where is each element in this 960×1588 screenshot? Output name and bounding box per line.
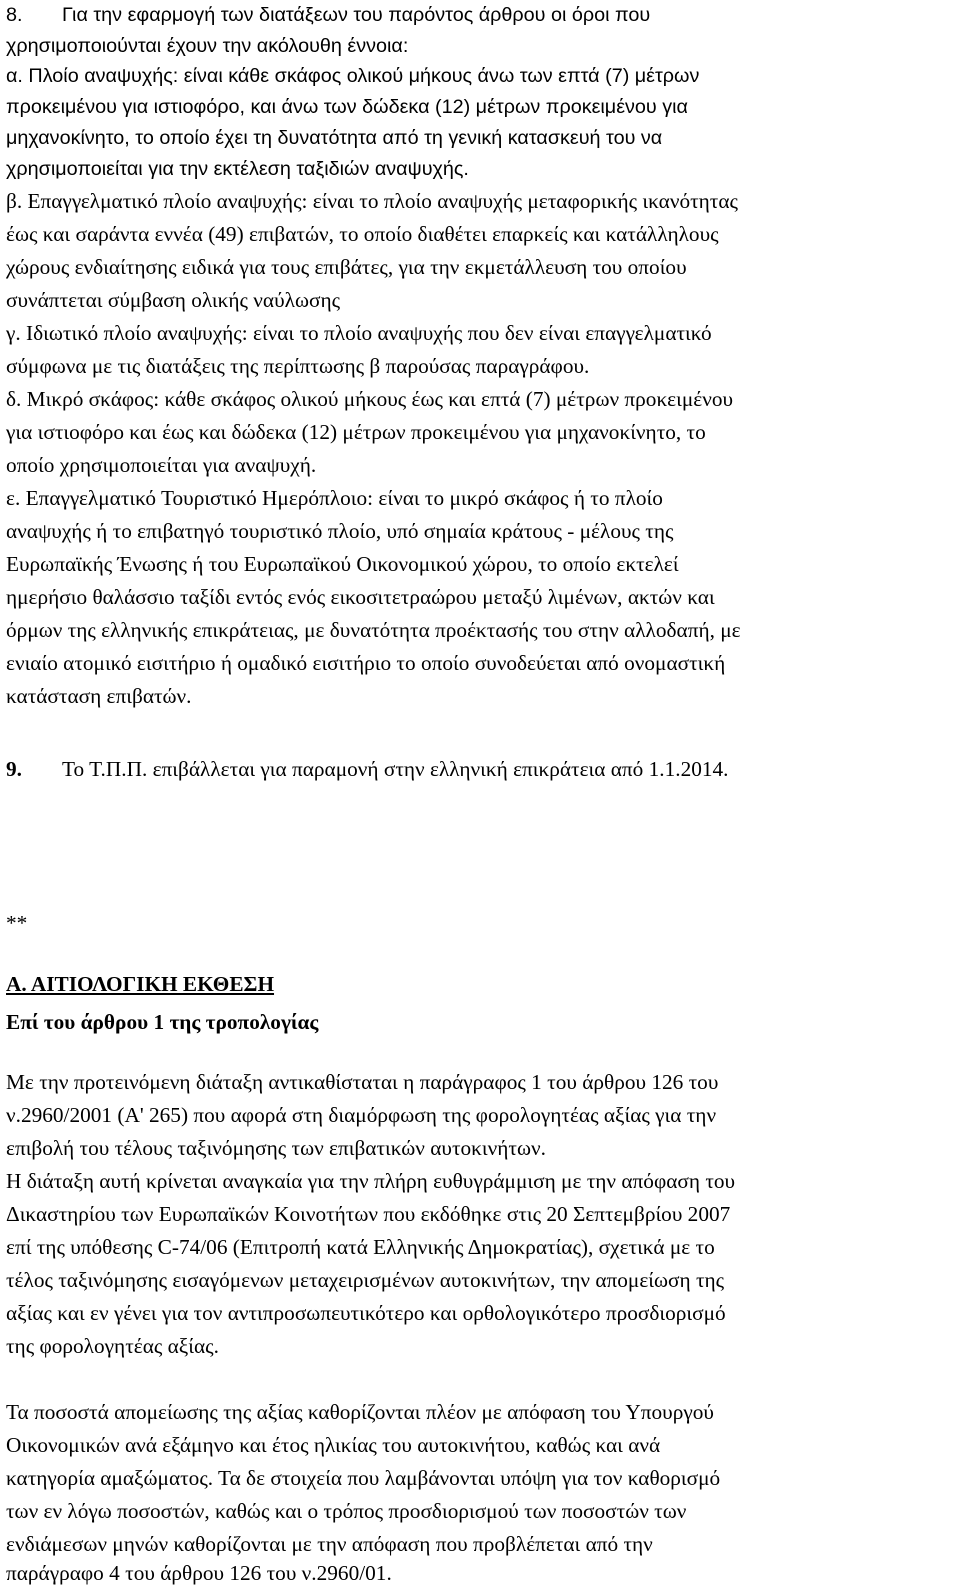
section9-number: 9. [6,757,22,781]
definition-d-line-3: οποίο χρησιμοποιείται για αναψυχή. [6,453,317,477]
paragraph2-line-4: των εν λόγω ποσοστών, καθώς και ο τρόπος προσδιορισμού των ποσοστών των [6,1499,687,1523]
definition-b-line-2: έως και σαράντα εννέα (49) επιβατών, το οποίο διαθέτει επαρκείς και κατάλληλους [6,222,719,246]
paragraph1-line-2: ν.2960/2001 (Α' 265) που αφορά στη διαμόρφωση της φορολογητέας αξίας για την [6,1103,717,1127]
section8-line-1: 8. Για την εφαρμογή των διατάξεων του παρόντος άρθρου οι όροι που [6,4,651,26]
definition-b-line-3: χώρους ενδιαίτησης ειδικά για τους επιβάτες, για την εκμετάλλευση του οποίου [6,255,687,279]
paragraph2-line-6: παράγραφο 4 του άρθρου 126 του ν.2960/01. [6,1561,392,1585]
section8-number: 8. [6,4,23,26]
report-subheading: Επί του άρθρου 1 της τροπολογίας [6,1010,319,1034]
definition-e-line-2: αναψυχής ή το επιβατηγό τουριστικό πλοίο, υπό σημαία κράτους - μέλους της [6,519,674,543]
definition-e-line-5: όρμων της ελληνικής επικράτειας, με δυνατότητα προέκτασής του στην αλλοδαπή, με [6,618,741,642]
definition-a-line-3: μηχανοκίνητο, το οποίο έχει τη δυνατότητα από τη γενική κατασκευή του να [6,127,663,149]
definition-e-line-7: κατάσταση επιβατών. [6,684,192,708]
section9-line [6,756,729,782]
paragraph1-line-8: αξίας και εν γένει για τον αντιπροσωπευτικότερο και ορθολογικότερο προσδιορισμό [6,1301,726,1325]
paragraph2-line-3: κατηγορία αμαξώματος. Τα δε στοιχεία που λαμβάνονται υπόψη για τον καθορισμό [6,1466,721,1490]
paragraph1-line-4: Η διάταξη αυτή κρίνεται αναγκαία για την πλήρη ευθυγράμμιση με την απόφαση του [6,1169,736,1193]
paragraph1-line-6: επί της υπόθεσης C-74/06 (Επιτροπή κατά Ελληνικής Δημοκρατίας), σχετικά με το [6,1235,715,1259]
paragraph1-line-7: τέλος ταξινόμησης εισαγόμενων μεταχειρισμένων αυτοκινήτων, την απομείωση της [6,1268,725,1292]
definition-e-line-6: ενιαίο ατομικό εισιτήριο ή ομαδικό εισιτήριο το οποίο συνοδεύεται από ονομαστική [6,651,726,675]
definition-c-line-2: σύμφωνα με τις διατάξεις της περίπτωσης β παρούσας παραγράφου. [6,354,590,378]
definition-e: ε. Επαγγελματικό Τουριστικό Ημερόπλοιο: είναι το μικρό σκάφος ή το πλοίο [6,486,663,510]
report-heading: Α. ΑΙΤΙΟΛΟΓΙΚΗ ΕΚΘΕΣΗ [6,972,275,996]
section8-line-2: χρησιμοποιούνται έχουν την ακόλουθη έννοια: [6,35,409,57]
definition-a-line-2: προκειμένου για ιστιοφόρο, και άνω των δώδεκα (12) μέτρων προκειμένου για [6,96,688,118]
definition-a-line-4: χρησιμοποιείται για την εκτέλεση ταξιδιών αναψυχής. [6,158,469,180]
paragraph1-line-5: Δικαστηρίου των Ευρωπαϊκών Κοινοτήτων που εκδόθηκε στις 20 Σεπτεμβρίου 2007 [6,1202,731,1226]
separator: ** [6,911,28,935]
definition-d: δ. Μικρό σκάφος: κάθε σκάφος ολικού μήκους έως και επτά (7) μέτρων προκειμένου [6,387,734,411]
paragraph1-line-3: επιβολή του τέλους ταξινόμησης των επιβατικών αυτοκινήτων. [6,1136,546,1160]
paragraph1-line-1: Με την προτεινόμενη διάταξη αντικαθίσταται η παράγραφος 1 του άρθρου 126 του [6,1070,719,1094]
paragraph2-line-1: Τα ποσοστά απομείωσης της αξίας καθορίζονται πλέον με απόφαση του Υπουργού [6,1400,714,1424]
definition-e-line-4: ημερήσιο θαλάσσιο ταξίδι εντός ενός εικοσιτετραώρου μεταξύ λιμένων, ακτών και [6,585,715,609]
definition-b: β. Επαγγελματικό πλοίο αναψυχής: είναι το πλοίο αναψυχής μεταφορικής ικανότητας [6,189,738,213]
paragraph2-line-2: Οικονομικών ανά εξάμηνο και έτος ηλικίας του αυτοκινήτου, καθώς και ανά [6,1433,661,1457]
paragraph1-line-9: της φορολογητέας αξίας. [6,1334,219,1358]
section9-text: Το Τ.Π.Π. επιβάλλεται για παραμονή στην ελληνική επικράτεια από 1.1.2014. [62,757,729,781]
definition-e-line-3: Ευρωπαϊκής Ένωσης ή του Ευρωπαϊκού Οικονομικού χώρου, το οποίο εκτελεί [6,552,679,576]
definition-b-line-4: συνάπτεται σύμβαση ολικής ναύλωσης [6,288,341,312]
definition-a: α. Πλοίο αναψυχής: είναι κάθε σκάφος ολικού μήκους άνω των επτά (7) μέτρων [6,65,700,87]
paragraph2-line-5: ενδιάμεσων μηνών καθορίζονται με την απόφαση που προβλέπεται από την [6,1532,653,1556]
definition-c: γ. Ιδιωτικό πλοίο αναψυχής: είναι το πλοίο αναψυχής που δεν είναι επαγγελματικό [6,321,712,345]
definition-d-line-2: για ιστιοφόρο και έως και δώδεκα (12) μέτρων προκειμένου για μηχανοκίνητο, το [6,420,706,444]
